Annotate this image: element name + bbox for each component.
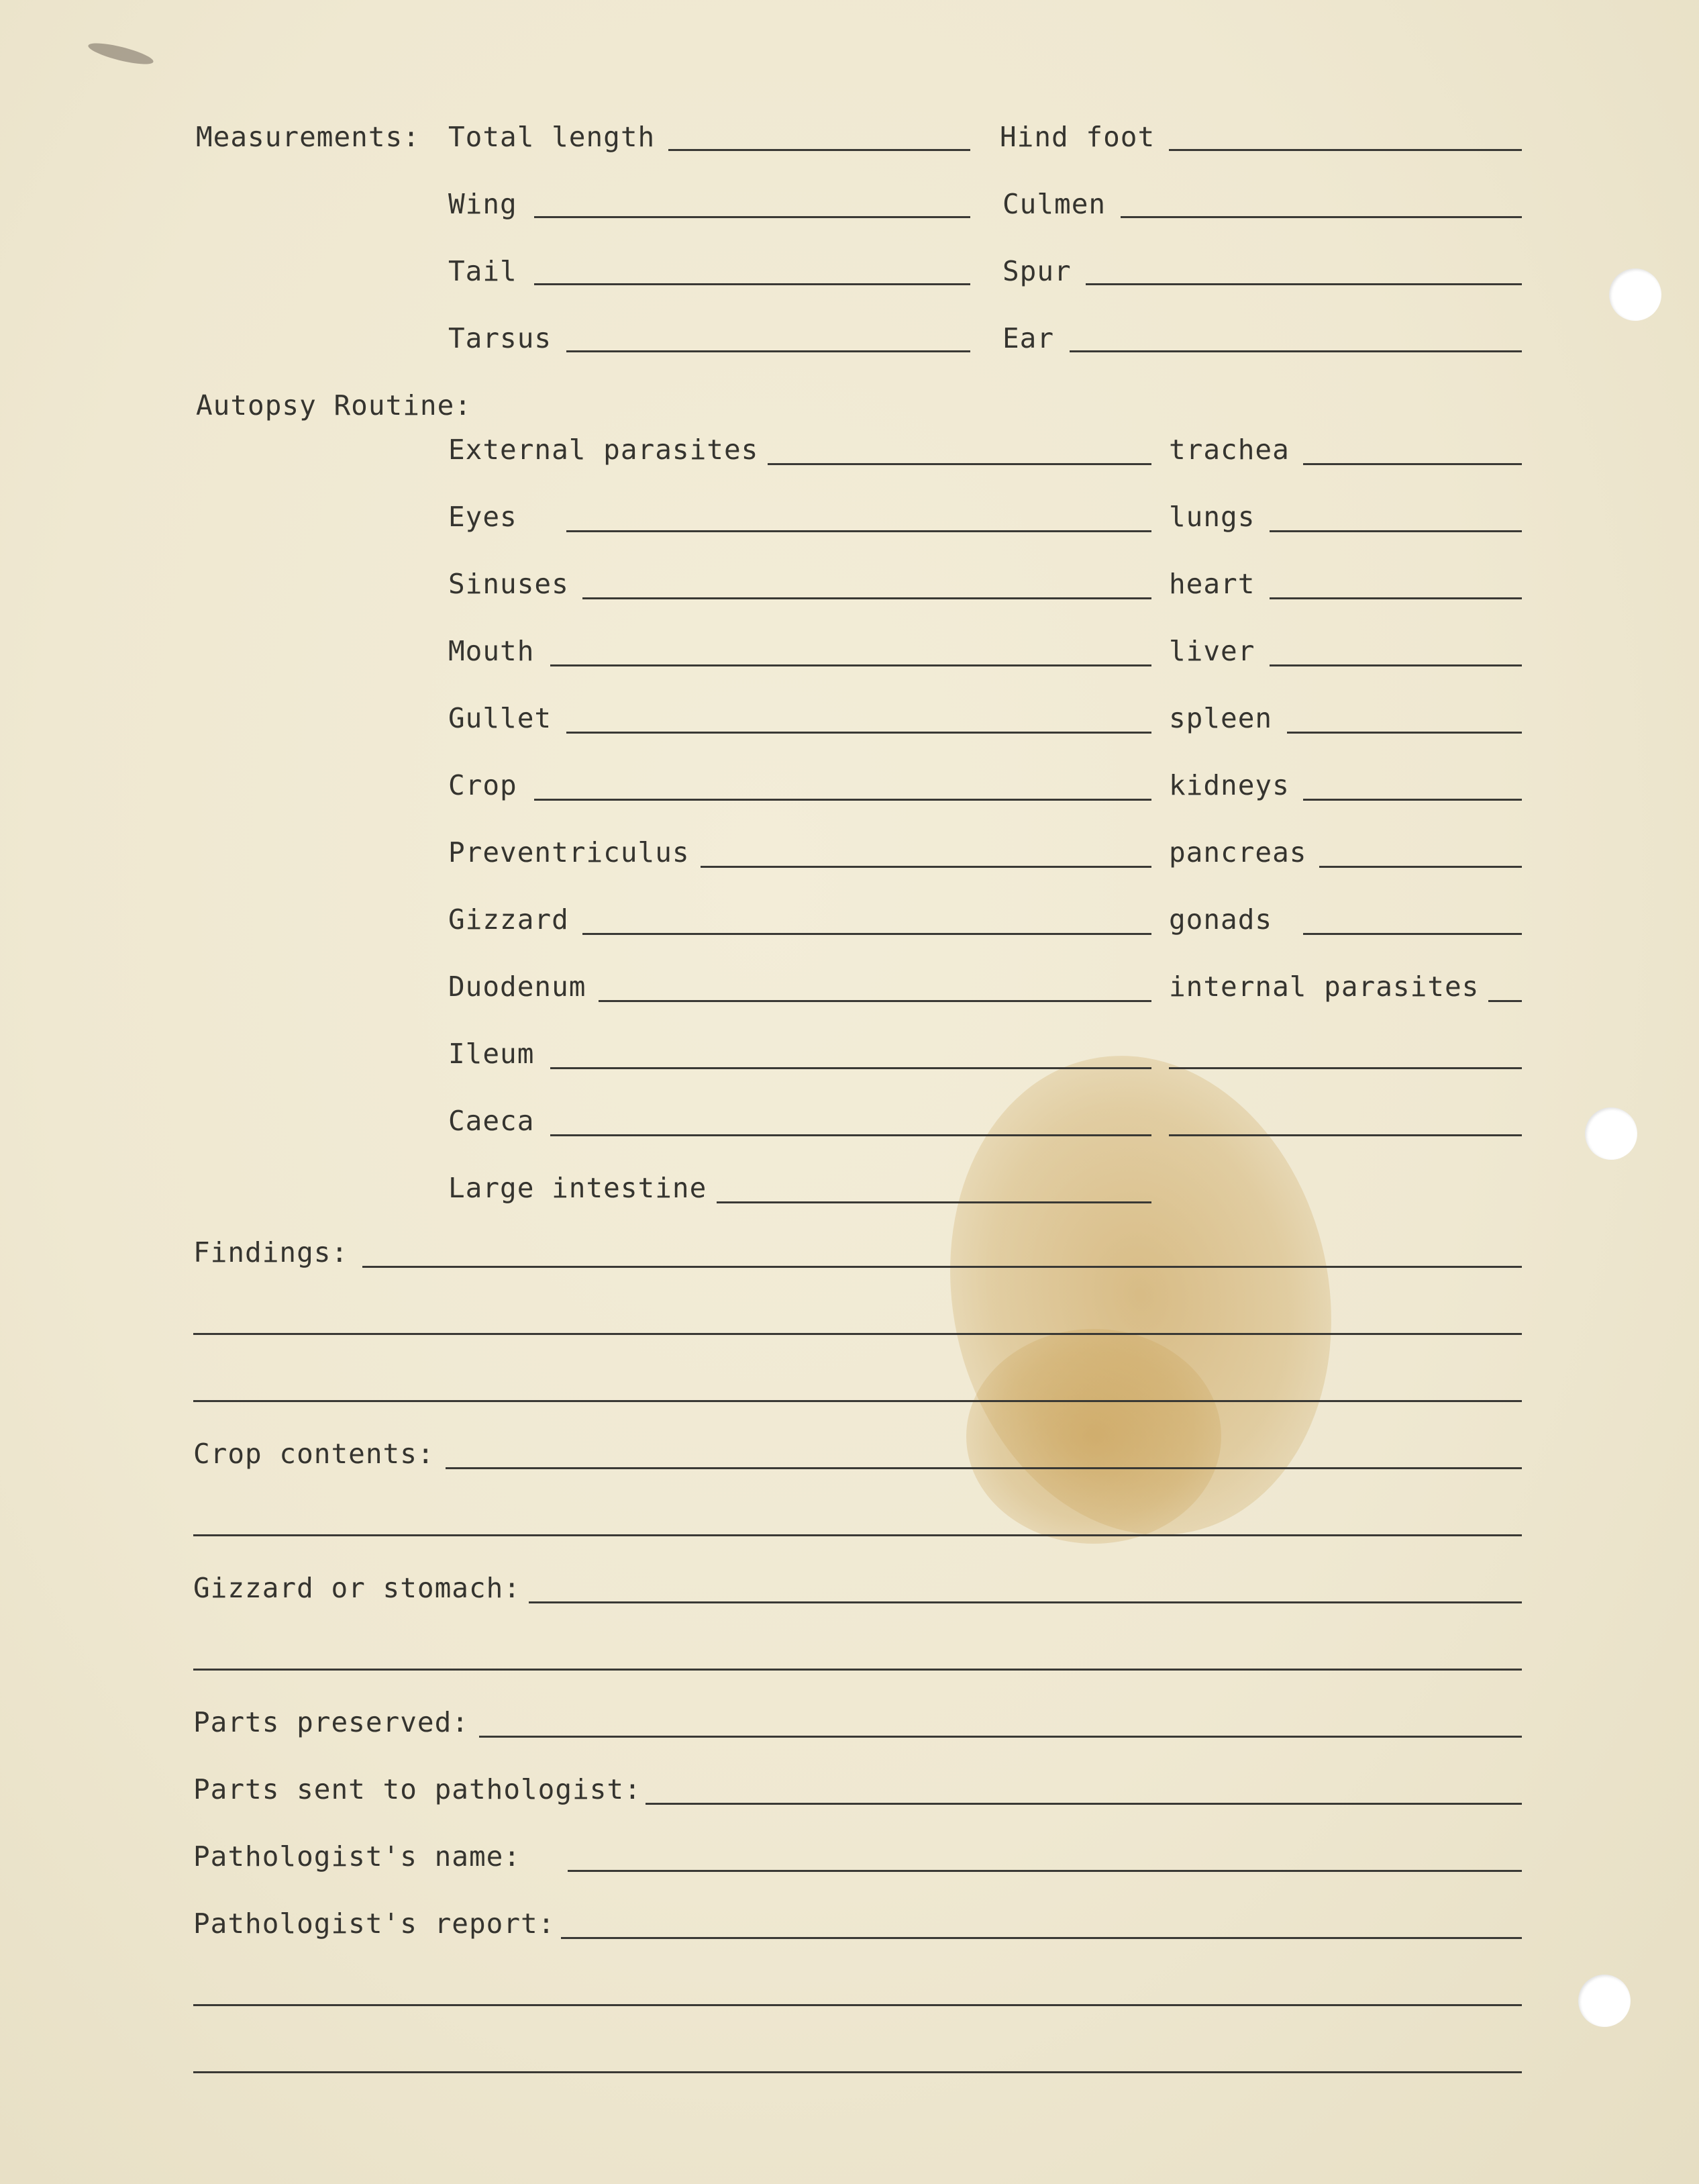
autopsy-item-eyes: Eyes (448, 501, 517, 533)
findings-label: Findings: (193, 1236, 349, 1269)
caeca-field[interactable] (550, 1134, 1151, 1136)
lungs-field[interactable] (1270, 530, 1522, 532)
blank-field-right-2[interactable] (1169, 1134, 1522, 1136)
gizzard-field[interactable] (582, 933, 1151, 935)
autopsy-routine-label: Autopsy Routine: (196, 389, 472, 421)
autopsy-item-gizzard: Gizzard (448, 903, 569, 936)
gonads-field[interactable] (1303, 933, 1522, 935)
crop-contents-field-1[interactable] (446, 1467, 1522, 1469)
parts-sent-field[interactable] (646, 1803, 1522, 1805)
autopsy-item-liver: liver (1169, 635, 1255, 667)
autopsy-item-sinuses: Sinuses (448, 568, 569, 600)
autopsy-item-large-intestine: Large intestine (448, 1172, 707, 1204)
autopsy-item-external-parasites: External parasites (448, 434, 759, 466)
tail-field[interactable] (534, 283, 970, 285)
autopsy-item-lungs: lungs (1169, 501, 1255, 533)
crop-field[interactable] (534, 799, 1151, 801)
parts-preserved-field[interactable] (479, 1736, 1522, 1738)
gizzard-stomach-label: Gizzard or stomach: (193, 1572, 521, 1604)
coffee-stain-lower (966, 1329, 1221, 1544)
culmen-label: Culmen (1002, 188, 1106, 220)
ink-smudge (87, 39, 155, 68)
ear-label: Ear (1002, 322, 1055, 354)
punch-hole-bottom (1578, 1975, 1631, 2027)
wing-field[interactable] (534, 216, 970, 218)
autopsy-item-crop: Crop (448, 769, 517, 801)
pancreas-field[interactable] (1319, 866, 1522, 868)
preventriculus-field[interactable] (701, 866, 1151, 868)
sinuses-field[interactable] (582, 597, 1151, 599)
parts-sent-label: Parts sent to pathologist: (193, 1773, 641, 1805)
autopsy-item-trachea: trachea (1169, 434, 1290, 466)
autopsy-item-gullet: Gullet (448, 702, 552, 734)
autopsy-item-kidneys: kidneys (1169, 769, 1290, 801)
punch-hole-middle (1585, 1107, 1637, 1160)
total-length-field[interactable] (668, 149, 970, 151)
autopsy-item-heart: heart (1169, 568, 1255, 600)
internal-parasites-field[interactable] (1488, 1000, 1522, 1002)
gizzard-stomach-field-1[interactable] (529, 1601, 1522, 1603)
total-length-label: Total length (448, 121, 656, 153)
autopsy-item-caeca: Caeca (448, 1105, 535, 1137)
autopsy-item-gonads: gonads (1169, 903, 1273, 936)
tarsus-field[interactable] (566, 350, 970, 352)
spur-label: Spur (1002, 255, 1072, 287)
liver-field[interactable] (1270, 664, 1522, 666)
autopsy-item-preventriculus: Preventriculus (448, 836, 690, 868)
parts-preserved-label: Parts preserved: (193, 1706, 469, 1738)
pathologist-name-label: Pathologist's name: (193, 1840, 521, 1873)
blank-field-right-1[interactable] (1169, 1067, 1522, 1069)
gizzard-stomach-field-2[interactable] (193, 1669, 1522, 1671)
pathologist-report-field-1[interactable] (561, 1937, 1522, 1939)
mouth-field[interactable] (550, 664, 1151, 666)
pathologist-report-field-2[interactable] (193, 2004, 1522, 2006)
pathologist-name-field[interactable] (568, 1870, 1522, 1872)
trachea-field[interactable] (1303, 463, 1522, 465)
tarsus-label: Tarsus (448, 322, 552, 354)
culmen-field[interactable] (1121, 216, 1522, 218)
pathologist-report-field-3[interactable] (193, 2071, 1522, 2073)
large-intestine-field[interactable] (717, 1201, 1151, 1203)
autopsy-item-pancreas: pancreas (1169, 836, 1307, 868)
gullet-field[interactable] (566, 732, 1151, 734)
findings-field-3[interactable] (193, 1400, 1522, 1402)
heart-field[interactable] (1270, 597, 1522, 599)
duodenum-field[interactable] (599, 1000, 1151, 1002)
hind-foot-label: Hind foot (1000, 121, 1155, 153)
measurements-label: Measurements: (196, 121, 420, 153)
autopsy-item-internal-parasites: internal parasites (1169, 971, 1480, 1003)
spur-field[interactable] (1086, 283, 1522, 285)
ileum-field[interactable] (550, 1067, 1151, 1069)
wing-label: Wing (448, 188, 517, 220)
ear-field[interactable] (1070, 350, 1522, 352)
autopsy-item-duodenum: Duodenum (448, 971, 586, 1003)
autopsy-item-spleen: spleen (1169, 702, 1273, 734)
external-parasites-field[interactable] (768, 463, 1151, 465)
autopsy-item-mouth: Mouth (448, 635, 535, 667)
hind-foot-field[interactable] (1169, 149, 1522, 151)
spleen-field[interactable] (1287, 732, 1522, 734)
pathologist-report-label: Pathologist's report: (193, 1907, 556, 1940)
punch-hole-top (1609, 268, 1661, 321)
crop-contents-label: Crop contents: (193, 1438, 435, 1470)
tail-label: Tail (448, 255, 517, 287)
findings-field-2[interactable] (193, 1333, 1522, 1335)
crop-contents-field-2[interactable] (193, 1534, 1522, 1536)
autopsy-item-ileum: Ileum (448, 1038, 535, 1070)
findings-field-1[interactable] (362, 1266, 1522, 1268)
eyes-field[interactable] (566, 530, 1151, 532)
kidneys-field[interactable] (1303, 799, 1522, 801)
